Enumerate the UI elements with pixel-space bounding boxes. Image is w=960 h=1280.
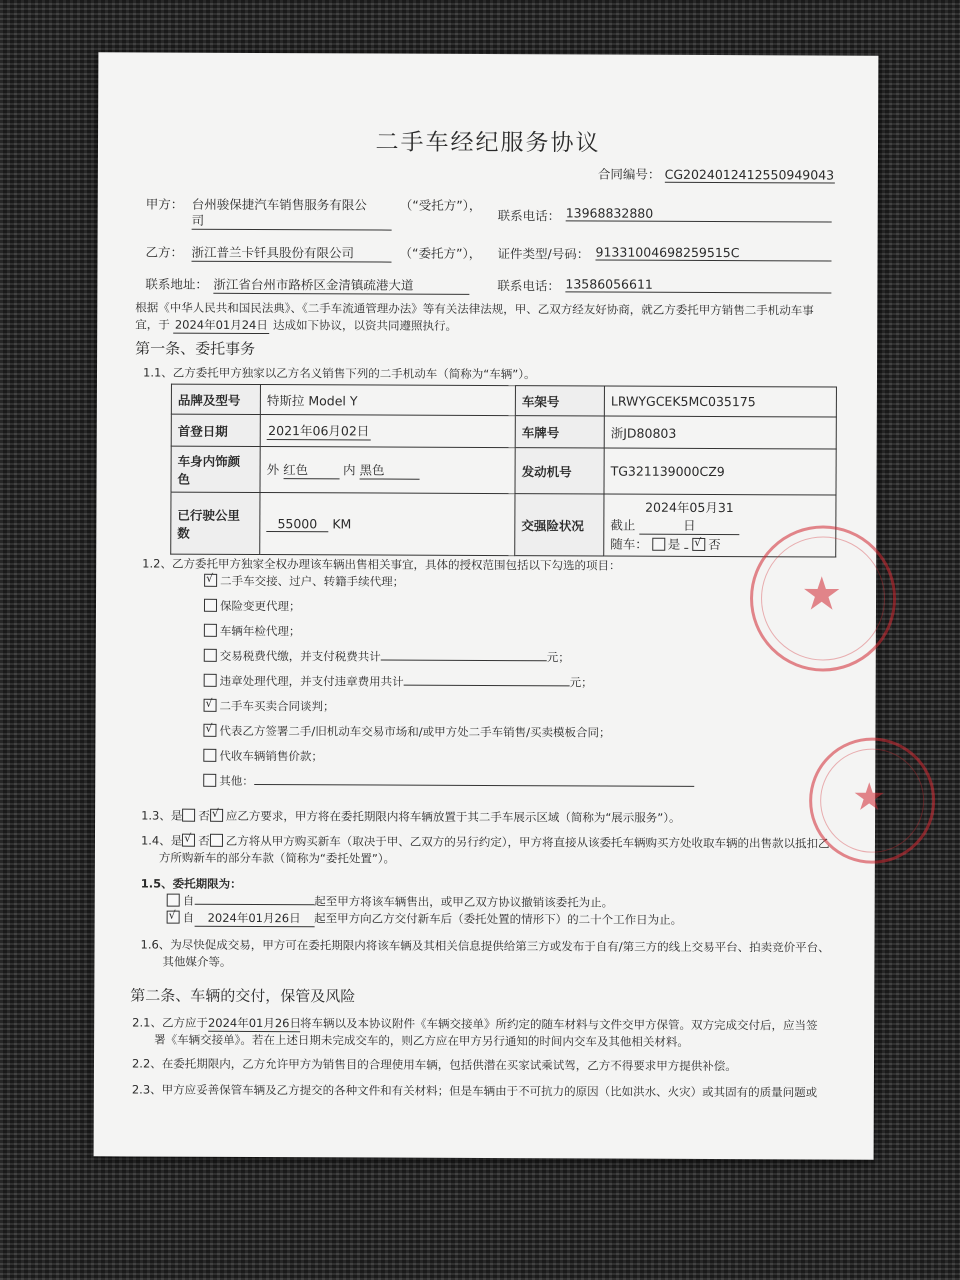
table-row xyxy=(171,446,836,495)
seal-star-icon: ★ xyxy=(800,566,843,621)
option-text: 代收车辆销售价款； xyxy=(219,748,323,764)
engine-value: TG321139000CZ9 xyxy=(604,448,836,495)
option-item[interactable] xyxy=(204,673,695,700)
reg-cell xyxy=(260,415,515,448)
option-checkbox[interactable] xyxy=(204,624,217,637)
color-out-pre: 外 xyxy=(266,462,280,478)
option-checkbox[interactable] xyxy=(203,724,216,737)
option-item[interactable] xyxy=(204,573,695,600)
option-suffix: 元； xyxy=(569,675,593,690)
party-b-label: 乙方： xyxy=(145,244,184,260)
c14-no: 否 xyxy=(198,833,210,848)
mileage-label-1: 已行驶公里 xyxy=(177,507,240,523)
contract-seal xyxy=(809,737,936,864)
contract-paper xyxy=(94,52,887,1159)
option-text: 车辆年检代理； xyxy=(219,623,301,639)
clause-1-4 xyxy=(141,832,830,851)
c15-r1-checkbox[interactable] xyxy=(167,894,180,907)
c13-yes-checkbox[interactable] xyxy=(182,809,195,822)
company-seal xyxy=(750,525,897,672)
contract-no-value: CG20240124125509490​43 xyxy=(664,166,835,183)
party-b-id: 91331004698259515C xyxy=(596,244,832,261)
option-checkbox[interactable] xyxy=(204,574,217,587)
option-text: 交易税费代缴，并支付税费共计 xyxy=(219,648,381,664)
c13-no-checkbox[interactable] xyxy=(210,809,223,822)
plate-label: 车牌号 xyxy=(515,416,604,448)
c14-yes-checkbox[interactable] xyxy=(182,834,195,847)
party-b-role: （“委托方”）， xyxy=(399,245,482,261)
party-a-name-1: 台州骏保捷汽车销售服务有限公 xyxy=(191,196,367,213)
clause-1-2: 1.2、乙方委托甲方独家全权办理该车辆出售相关事宜，具体的授权范围包括以下勾选的项目： xyxy=(142,556,621,573)
c21-date: 2024年01月26日 xyxy=(207,1015,302,1031)
option-checkbox[interactable] xyxy=(204,699,217,712)
option-checkbox[interactable] xyxy=(204,599,217,612)
c14-yes: 是 xyxy=(170,833,183,848)
c15-r1-date-field[interactable] xyxy=(194,904,314,906)
c15-r1-text: 起至甲方将该车辆售出，或甲乙双方协议撤销该委托为止。 xyxy=(314,894,614,910)
option-text: 其他： xyxy=(219,773,254,788)
preamble-line2 xyxy=(135,316,457,334)
contract-no xyxy=(598,164,835,183)
plate-value: 浙JD80803 xyxy=(604,416,836,449)
c13-no: 否 xyxy=(198,808,210,823)
reg-value: 2021年06月02日 xyxy=(267,421,371,440)
clause-1-4-line2: 方所购新车的部分车款（简称为“委托处置”）。 xyxy=(158,850,396,866)
option-checkbox[interactable] xyxy=(203,774,216,787)
other-field[interactable] xyxy=(254,784,694,787)
insure-follow: 随车： xyxy=(610,536,648,552)
c21-post: 将车辆以及本协议附件《车辆交接单》所约定的随车材料与文件交甲方保管。双方完成交付后，应当签 xyxy=(299,1016,818,1033)
c14-num: 1.4、 xyxy=(140,833,171,848)
vin-label: 车架号 xyxy=(515,386,604,416)
option-text: 保险变更代理； xyxy=(219,598,301,614)
color-in: 黑色 xyxy=(360,460,420,479)
color-label-2: 色 xyxy=(177,471,191,487)
option-item[interactable] xyxy=(203,748,694,775)
mileage-label-2: 数 xyxy=(177,525,190,541)
brand-value: 特斯拉 Model Y xyxy=(260,385,515,416)
section1-title: 第一条、委托事务 xyxy=(135,339,256,358)
c15-r1-pre: 自 xyxy=(182,893,195,908)
option-item[interactable] xyxy=(204,623,695,650)
party-b-name: 浙江普兰卡钎具股份有限公司 xyxy=(191,243,391,263)
option-text: 违章处理代理，并支付违章费用共计 xyxy=(219,673,404,689)
color-label-1: 车身内饰颜 xyxy=(177,453,241,469)
party-a-phone-label: 联系电话： xyxy=(497,208,561,224)
clause-1-6-line1: 1.6、为尽快促成交易，甲方可在委托期限内将该车辆及其相关信息提供给第三方或发布于自有/第三方的线上交易平台、拍卖竞价平台、 xyxy=(140,937,830,955)
contract-no-label: 合同编号： xyxy=(597,166,661,182)
option-text: 代表乙方签署二手/旧机动车交易市场和/或甲方处二手车销售/买卖模板合同； xyxy=(219,723,611,740)
vin-value: LRWYGCEK5MC035175 xyxy=(604,386,836,417)
color-in-pre: 内 xyxy=(343,462,356,478)
insure-spacer xyxy=(684,548,688,549)
preamble-pre: 宜，于 xyxy=(135,317,170,332)
insure-pre: 截止 xyxy=(610,517,636,533)
option-checkbox[interactable] xyxy=(203,749,216,762)
c15-r2-text: 起至甲方向乙方交付新车后（委托处置的情形下）的二十个工作日为止。 xyxy=(314,911,683,927)
insure-date: 2024年05月31日 xyxy=(639,498,739,535)
address-phone: 13586056611 xyxy=(565,276,831,293)
mileage-cell xyxy=(260,493,515,556)
clause-1-5-row2 xyxy=(167,910,683,929)
address-phone-label: 联系电话： xyxy=(497,278,560,294)
address-label: 联系地址： xyxy=(145,276,208,292)
clause-1-5-row1 xyxy=(167,893,614,911)
engine-label: 发动机号 xyxy=(515,448,604,494)
mileage-unit: KM xyxy=(332,515,352,531)
c14-no-checkbox[interactable] xyxy=(210,834,223,847)
option-text: 二手车交接、过户、转籍手续代理； xyxy=(220,573,405,589)
insure-no: 否 xyxy=(708,536,721,553)
option-item[interactable] xyxy=(204,598,695,625)
option-item[interactable] xyxy=(203,773,694,800)
party-a-role: （“受托方”）， xyxy=(399,197,482,213)
c13-num: 1.3、 xyxy=(141,808,171,823)
tax-amount-field[interactable] xyxy=(381,660,547,662)
clause-1-3 xyxy=(141,807,681,825)
option-text: 二手车买卖合同谈判； xyxy=(219,698,335,714)
party-a-name-2: 司 xyxy=(192,211,392,231)
reg-label: 首登日期 xyxy=(171,414,260,446)
color-out: 红色 xyxy=(283,460,339,479)
party-a-label: 甲方： xyxy=(145,196,184,212)
insure-no-checkbox[interactable] xyxy=(692,538,705,551)
violation-amount-field[interactable] xyxy=(404,685,570,687)
color-cell xyxy=(260,447,515,494)
insure-yes: 是 xyxy=(667,536,681,552)
color-label xyxy=(171,446,260,492)
c14-text: 乙方将从甲方购买新车（取决于甲、乙双方的另行约定），甲方将直接从该委托车辆购买方处收取车辆的出售款以抵扣乙 xyxy=(225,833,830,851)
c21-pre: 2.1、乙方应于 xyxy=(132,1015,209,1030)
mileage-label xyxy=(171,492,260,554)
c13-text: 应乙方要求，甲方将在委托期限内将车辆放置于其二手车展示区域（简称为“展示服务”）。 xyxy=(225,808,681,825)
seal-star-icon: ★ xyxy=(852,774,887,819)
clause-1-5-title: 1.5、委托期限为： xyxy=(140,876,242,891)
c13-yes: 是 xyxy=(170,808,183,823)
clause-2-3: 2.3、甲方应妥善保管车辆及乙方提交的各种文件和有关材料；但是车辆由于不可抗力的原因（比如洪水、火灾）或其固有的质量问题或 xyxy=(131,1082,818,1100)
option-item[interactable] xyxy=(203,723,694,750)
option-item[interactable] xyxy=(204,648,695,675)
option-checkbox[interactable] xyxy=(204,674,217,687)
vehicle-table xyxy=(170,384,837,558)
clause-2-1-line2: 署《车辆交接单》。若在上述日期未完成交车的，则乙方应在甲方另行通知的时间内交车及其他相关材料。 xyxy=(154,1032,689,1049)
insure-yes-checkbox[interactable] xyxy=(652,538,665,551)
option-suffix: 元； xyxy=(546,650,570,665)
c15-r2-date: 2024年01月26日 xyxy=(194,910,314,928)
clause-1-6-line2: 其他媒介等。 xyxy=(162,954,232,969)
option-item[interactable] xyxy=(203,698,694,725)
party-b-id-label: 证件类型/号码： xyxy=(497,246,590,262)
table-row xyxy=(171,384,836,417)
mileage-value: 55000 xyxy=(266,516,328,532)
option-list xyxy=(203,573,694,800)
address-value: 浙江省台州市路桥区金清镇疏港大道 xyxy=(213,275,469,295)
option-checkbox[interactable] xyxy=(204,649,217,662)
page-title: 二手车经纪服务协议 xyxy=(375,129,601,157)
table-row xyxy=(171,492,836,557)
c15-r2-checkbox[interactable] xyxy=(167,911,180,924)
table-row xyxy=(171,414,836,449)
preamble-post: 达成如下协议，以资共同遵照执行。 xyxy=(273,318,458,333)
section2-title: 第二条、车辆的交付，保管及风险 xyxy=(130,986,356,1006)
preamble-date: 2024年01月24日 xyxy=(173,317,269,334)
brand-label: 品牌及型号 xyxy=(171,384,260,414)
clause-2-2: 2.2、在委托期限内，乙方允许甲方为销售目的合理使用车辆，包括供潜在买家试乘试驾，乙方不得要求甲方提供补偿。 xyxy=(131,1056,737,1074)
party-a-phone: 13968832880 xyxy=(566,205,832,222)
c15-r2-pre: 自 xyxy=(182,910,195,925)
preamble-line1: 根据《中华人民共和国民法典》、《二手车流通管理办法》等有关法律法规，甲、乙双方经友好协商，就乙方委托甲方销售二手机动车事 xyxy=(135,300,814,318)
insure-label: 交强险状况 xyxy=(515,494,604,556)
clause-1-1: 1.1、乙方委托甲方独家以乙方名义销售下列的二手机动车（简称为“车辆”）。 xyxy=(142,365,536,382)
